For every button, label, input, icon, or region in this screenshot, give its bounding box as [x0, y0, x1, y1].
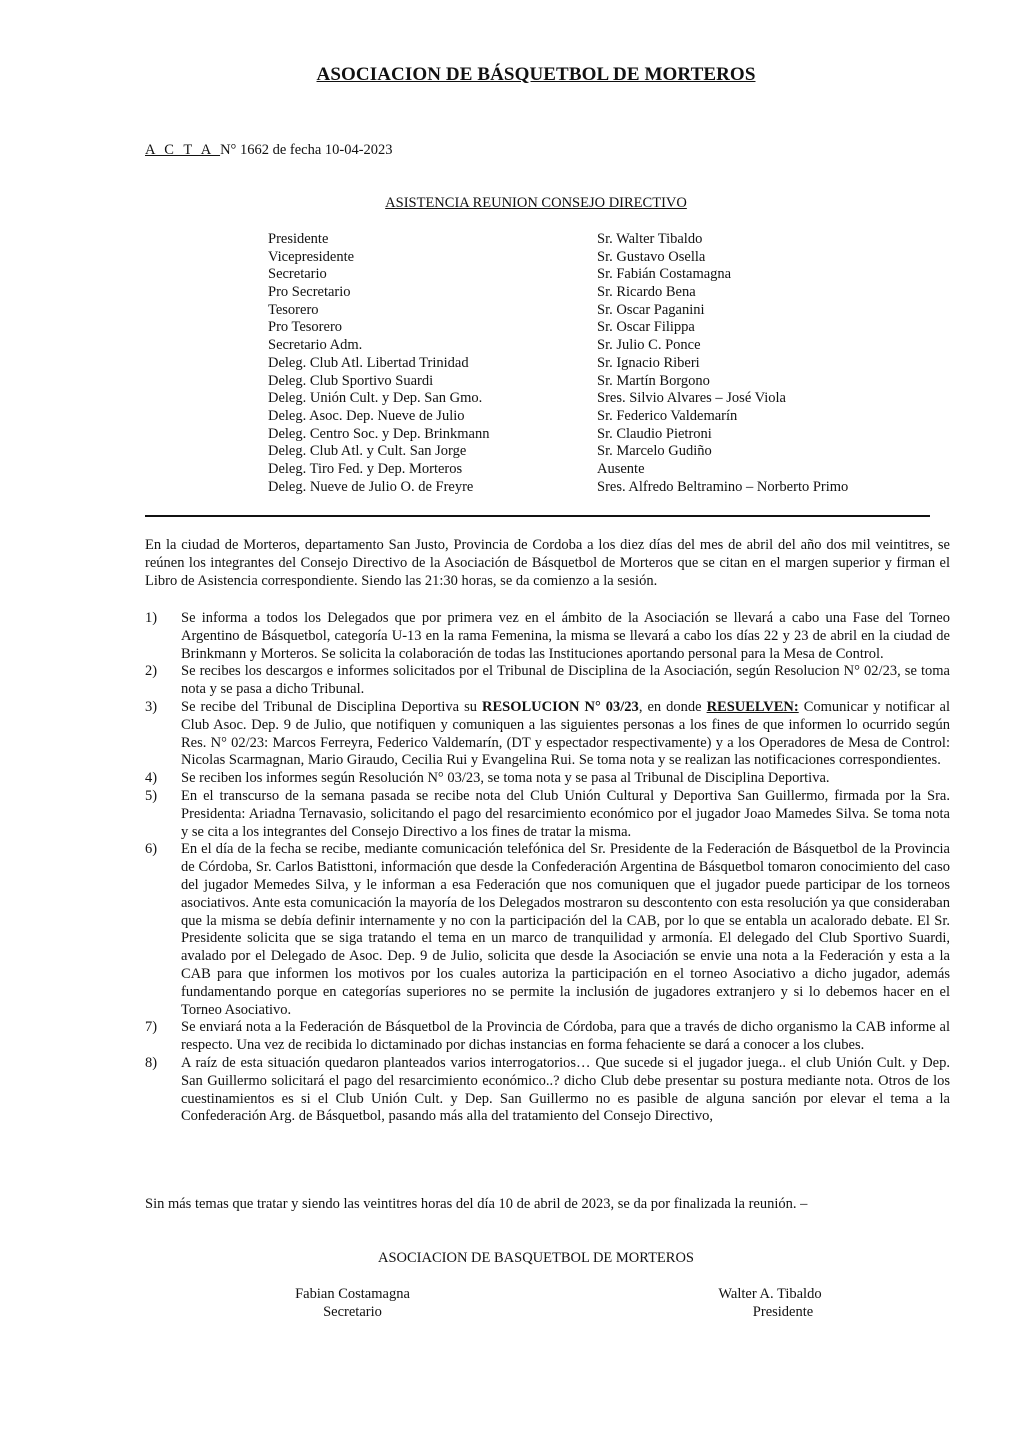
attendance-role: Deleg. Club Atl. Libertad Trinidad — [268, 354, 469, 371]
agenda-item-number: 1) — [145, 610, 158, 626]
closing-paragraph: Sin más temas que tratar y siendo las veintitres horas del día 10 de abril de 2023, se da por finalizada la reunión. – — [145, 1196, 808, 1212]
attendance-role: Deleg. Tiro Fed. y Dep. Morteros — [268, 460, 463, 477]
attendance-person: Sr. Walter Tibaldo — [597, 231, 703, 247]
attendance-person: Sr. Julio C. Ponce — [597, 337, 701, 354]
attendance-role: Deleg. Club Atl. y Cult. San Jorge — [268, 443, 467, 460]
agenda-item-text: A raíz de esta situación quedaron planteados varios interrogatorios… Que sucede si el jugador juega.. el club Unión Cult. y Dep. San Guillermo solicitará el pago del resarcimiento económico..? dicho Club debe presentar su postura mediante nota. Otros de los cuestinamientos es si el Club Unión Cult. y Dep. San Guillermo no es pasible de alguna sanción por elevar el tema a la Confederación Arg. de Básquetbol, pasando más alla del tratamiento del Consejo Directivo, — [181, 1054, 950, 1125]
agenda-item — [145, 699, 950, 770]
acta-label: A C T A — [145, 142, 221, 158]
signature-association: ASOCIACION DE BASQUETBOL DE MORTEROS — [378, 1250, 694, 1266]
attendance-role: Presidente — [268, 231, 329, 247]
attendance-person: Sr. Martín Borgono — [597, 372, 710, 389]
signature-president — [700, 1285, 840, 1321]
attendance-person: Sr. Ricardo Bena — [597, 284, 696, 301]
agenda-item-segment: Comunicar y notificar al Club Asoc. Dep. 9 de Julio, que notifiquen y comuniquen a las siguientes personas a los fines de que informen lo ocurrido según Res. N° 02/23: Marcos Ferreyra, Federico Valdemarín, (DT y espectador respectivamente) y a los Operadores de Mesa de Control: Nicolas Scarmagnan, Mario Giraudo, Cecilia Rui y Evangelina Rui. Se toma nota y se realizan las notificaciones correspondientes. — [181, 698, 950, 769]
agenda-items — [145, 610, 950, 1126]
agenda-item — [145, 788, 950, 841]
attendance-person: Sr. Gustavo Osella — [597, 248, 706, 265]
signature-secretary — [285, 1285, 420, 1321]
divider — [145, 515, 930, 517]
agenda-item-text: Se informa a todos los Delegados que por primera vez en el ámbito de la Asociación se llevará a cabo una Fase del Torneo Argentino de Básquetbol, categoría U-13 en la rama Femenina, la misma se llevará a cabo los días 22 y 23 de abril en la ciudad de Brinkmann y Morteros. Se solicita la colaboración de todas las Instituciones aportando personal para la Mesa de Control. — [181, 610, 950, 662]
attendance-title: ASISTENCIA REUNION CONSEJO DIRECTIVO — [385, 195, 687, 211]
agenda-item-number: 5) — [145, 787, 158, 804]
attendance-role: Deleg. Nueve de Julio O. de Freyre — [268, 478, 474, 495]
attendance-role: Pro Tesorero — [268, 319, 343, 336]
agenda-item-segment: Se recibe del Tribunal de Disciplina Deportiva su — [181, 698, 482, 715]
attendance-person: Sr. Claudio Pietroni — [597, 425, 712, 442]
attendance-person: Ausente — [597, 460, 645, 477]
agenda-item-text: Se recibes los descargos e informes solicitados por el Tribunal de Disciplina de la Asociación, según Resolucion N° 02/23, se toma nota y se pasa a dicho Tribunal. — [181, 663, 950, 698]
attendance-role: Pro Secretario — [268, 284, 351, 301]
attendance-person: Sr. Federico Valdemarín — [597, 407, 738, 424]
agenda-item-text: Se enviará nota a la Federación de Básquetbol de la Provincia de Córdoba, para que a través de dicho organismo la CAB informe al respecto. Una vez de recibida lo dictaminado por dichas instancias en forma fehaciente se dará a conocer a los clubes. — [181, 1019, 950, 1054]
agenda-item-number: 8) — [145, 1054, 158, 1071]
agenda-item-number: 7) — [145, 1019, 158, 1036]
signer-role: Secretario — [323, 1304, 382, 1320]
agenda-item — [145, 1055, 950, 1126]
agenda-item — [145, 610, 950, 663]
document-title: ASOCIACION DE BÁSQUETBOL DE MORTEROS — [316, 64, 756, 85]
agenda-item — [145, 1019, 950, 1055]
agenda-item-text: Se reciben los informes según Resolución N° 03/23, se toma nota y se pasa al Tribunal de Disciplina Deportiva. — [181, 770, 830, 787]
agenda-item-number: 6) — [145, 841, 158, 858]
agenda-item — [145, 663, 950, 699]
attendance-person: Sres. Alfredo Beltramino – Norberto Primo — [597, 478, 849, 495]
intro-paragraph: En la ciudad de Morteros, departamento San Justo, Provincia de Cordoba a los diez días del mes de abril del año dos mil veintitres, se reúnen los integrantes del Consejo Directivo de la Asociación de Básquetbol de Morteros que se citan en el margen superior y firman el Libro de Asistencia correspondiente. Siendo las 21:30 horas, se da comienzo a la sesión. — [145, 537, 950, 589]
agenda-item-number: 2) — [145, 663, 158, 680]
agenda-item — [145, 841, 950, 1019]
agenda-item-text: En el transcurso de la semana pasada se recibe nota del Club Unión Cultural y Deportiva San Guillermo, firmada por la Sra. Presidenta: Ariadna Ternavasio, solicitando el pago del resarcimiento económico por el jugador Joao Mamedes Silva. Se toma nota y se cita a los integrantes del Consejo Directivo a los fines de tratar la misma. — [181, 787, 950, 840]
attendance-role: Vicepresidente — [268, 248, 355, 265]
acta-header — [145, 142, 393, 159]
signer-role: Presidente — [752, 1304, 814, 1320]
attendance-role: Secretario Adm. — [268, 337, 363, 354]
agenda-item-text — [181, 699, 950, 768]
signer-name: Fabian Costamagna — [295, 1286, 410, 1302]
attendance-person: Sres. Silvio Alvares – José Viola — [597, 390, 786, 407]
agenda-item-number: 4) — [145, 770, 158, 787]
attendance-person: Sr. Oscar Filippa — [597, 319, 695, 336]
attendance-role: Deleg. Asoc. Dep. Nueve de Julio — [268, 407, 465, 424]
attendance-person: Sr. Marcelo Gudiño — [597, 443, 712, 460]
agenda-item-text: En el día de la fecha se recibe, mediante comunicación telefónica del Sr. Presidente de la Federación de Básquetbol de la Provincia de Córdoba, Sr. Carlos Batisttoni, información que desde la Confederación Argentina de Básquetbol tomaron conocimiento del caso del jugador Memedes Silva, y le informan a esa Federación que nos comuniquen que el jugador puede participar de los torneos asociativos. Ante esta comunicación la mayoría de los Delegados mostraron su descontento con esta resolución ya que consideraban que la misma se debía definir internamente y no con la participación del la CAB, por lo que se entabla un acalorado debate. El Sr. Presidente solicita que se siga tratando el tema en un marco de tranquilidad y armonía. El delegado del Club Sportivo Suardi, avalado por el Delegado de Asoc. Dep. 9 de Julio, solicita que desde la Asociación se envie una nota a la Federación y esta a la CAB para que informen los motivos por los cuales autoriza la participación en el torneo Asociativo a dicho jugador, además fundamentando porque en categorías superiores no se permite la inclusión de jugadores extranjero y si lo debemos hacer en el Torneo Asociativo. — [181, 841, 950, 1018]
attendance-person: Sr. Oscar Paganini — [597, 301, 705, 318]
agenda-item-segment: RESUELVEN: — [706, 698, 799, 715]
attendance-role: Deleg. Centro Soc. y Dep. Brinkmann — [268, 425, 490, 442]
agenda-item-segment: RESOLUCION N° 03/23 — [482, 698, 639, 715]
attendance-role: Deleg. Club Sportivo Suardi — [268, 372, 434, 389]
attendance-role: Secretario — [268, 266, 327, 283]
attendance-role: Deleg. Unión Cult. y Dep. San Gmo. — [268, 390, 483, 407]
agenda-item-number: 3) — [145, 698, 158, 715]
attendance-person: Sr. Ignacio Riberi — [597, 354, 700, 371]
agenda-item-segment: , en donde — [638, 698, 707, 715]
signer-name: Walter A. Tibaldo — [718, 1286, 822, 1302]
acta-number-date: N° 1662 de fecha 10-04-2023 — [220, 142, 393, 158]
attendance-person: Sr. Fabián Costamagna — [597, 266, 732, 283]
agenda-item — [145, 770, 950, 788]
attendance-role: Tesorero — [268, 301, 319, 318]
